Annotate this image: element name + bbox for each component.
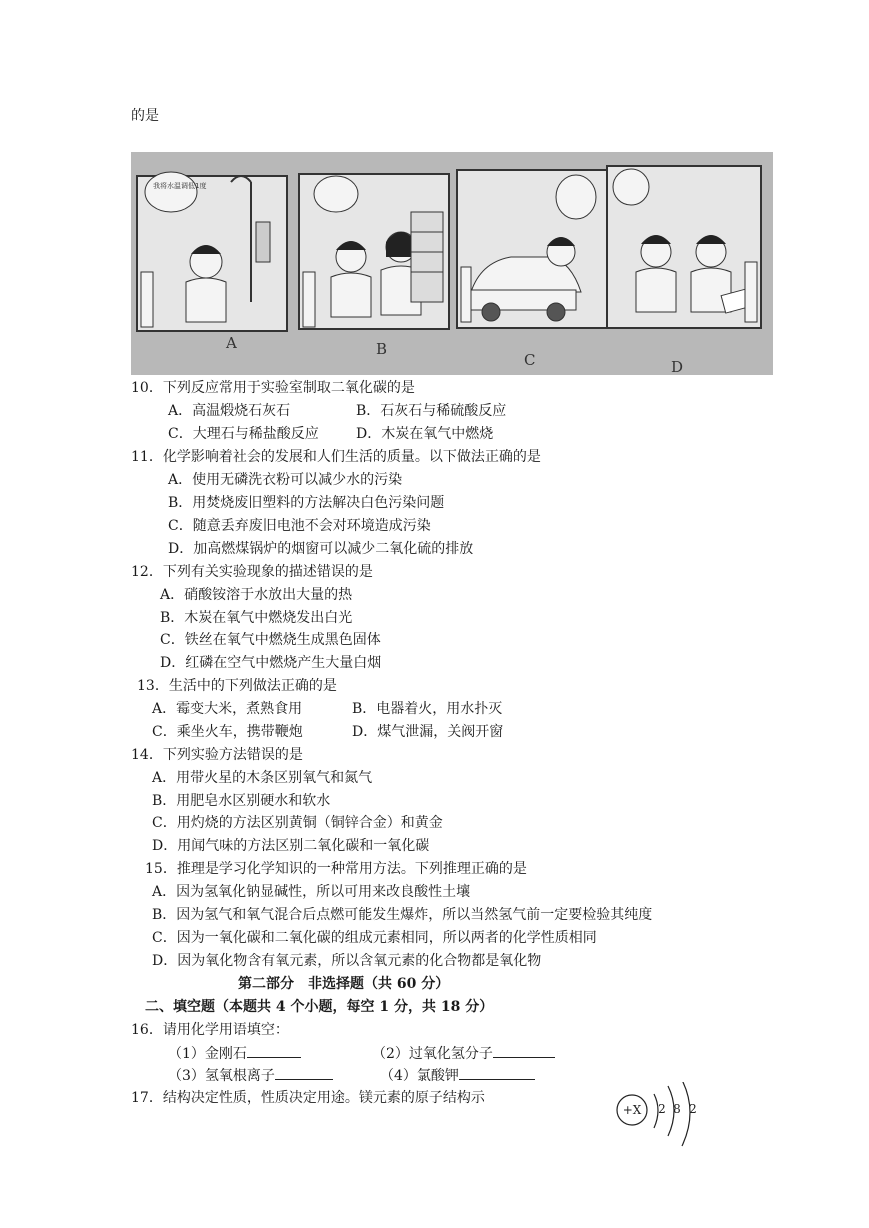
panel-a-letter: A <box>226 334 237 352</box>
q13-stem: 13．生活中的下列做法正确的是 <box>137 678 337 694</box>
q15-option-d: D．因为氧化物含有氧元素，所以含氧元素的化合物都是氧化物 <box>152 953 542 969</box>
panel-b-letter: B <box>376 340 388 358</box>
q14-option-b: B．用肥皂水区别硬水和软水 <box>152 793 331 809</box>
cartoon-figure <box>131 152 773 375</box>
q15-option-a: A．因为氢氧化钠显碱性，所以可用来改良酸性土壤 <box>152 884 471 900</box>
q16-item-2-label: （2）过氧化氢分子 <box>372 1046 493 1062</box>
q16-item-1-blank <box>247 1043 301 1058</box>
panel-c-letter: C <box>524 351 536 369</box>
q12-option-c: C．铁丝在氧气中燃烧生成黑色固体 <box>160 632 381 648</box>
nucleus-label: +X <box>622 1103 642 1117</box>
q11-option-d: D．加高燃煤锅炉的烟窗可以减少二氧化硫的排放 <box>168 541 474 557</box>
part2-title: 第二部分 非选择题（共 60 分） <box>238 976 450 992</box>
shell-1-count: 2 <box>658 1102 666 1116</box>
q13-option-c: C．乘坐火车，携带鞭炮 <box>152 724 303 740</box>
q12-option-a: A．硝酸铵溶于水放出大量的热 <box>160 587 353 603</box>
q16-item-3 <box>168 1065 333 1086</box>
intro-text: 的是 <box>131 108 159 124</box>
q11-stem: 11．化学影响着社会的发展和人们生活的质量。以下做法正确的是 <box>131 449 541 465</box>
q16-item-4-label: （4）氯酸钾 <box>380 1068 459 1084</box>
panel-a-speech: 我将水温调低1度 <box>153 182 207 190</box>
q12-stem: 12．下列有关实验现象的描述错误的是 <box>131 564 373 580</box>
q10-option-a: A．高温煅烧石灰石 <box>168 403 291 419</box>
shell-2-count: 8 <box>673 1102 681 1116</box>
q13-option-b: B．电器着火，用水扑灭 <box>352 701 503 717</box>
q14-option-d: D．用闻气味的方法区别二氧化碳和一氧化碳 <box>152 838 430 854</box>
q16-item-2 <box>372 1043 555 1064</box>
shell-3-count: 2 <box>689 1102 697 1116</box>
atom-structure-diagram <box>610 1082 700 1162</box>
q14-stem: 14．下列实验方法错误的是 <box>131 747 303 763</box>
q16-item-2-blank <box>493 1043 555 1058</box>
q10-option-b: B．石灰石与稀硫酸反应 <box>356 403 507 419</box>
q11-option-a: A．使用无磷洗衣粉可以减少水的污染 <box>168 472 403 488</box>
q10-stem: 10．下列反应常用于实验室制取二氧化碳的是 <box>131 380 415 396</box>
q15-stem: 15．推理是学习化学知识的一种常用方法。下列推理正确的是 <box>145 861 527 877</box>
q11-option-b: B．用焚烧废旧塑料的方法解决白色污染问题 <box>168 495 445 511</box>
q10-option-d: D．木炭在氧气中燃烧 <box>356 426 494 442</box>
q13-option-a: A．霉变大米，煮熟食用 <box>152 701 303 717</box>
q16-item-4-blank <box>459 1065 535 1080</box>
q16-item-1-label: （1）金刚石 <box>168 1046 247 1062</box>
q14-option-c: C．用灼烧的方法区别黄铜（铜锌合金）和黄金 <box>152 815 443 831</box>
q15-option-c: C．因为一氧化碳和二氧化碳的组成元素相同，所以两者的化学性质相同 <box>152 930 597 946</box>
q11-option-c: C．随意丢弃废旧电池不会对环境造成污染 <box>168 518 431 534</box>
part2-section-heading: 二、填空题（本题共 4 个小题，每空 1 分，共 18 分） <box>145 999 494 1015</box>
q12-option-b: B．木炭在氧气中燃烧发出白光 <box>160 610 353 626</box>
q13-option-d: D．煤气泄漏，关阀开窗 <box>352 724 504 740</box>
q16-item-3-blank <box>275 1065 333 1080</box>
cartoon-svg <box>131 152 773 375</box>
q16-item-4 <box>380 1065 535 1086</box>
panel-d-letter: D <box>671 358 684 375</box>
q14-option-a: A．用带火星的木条区别氧气和氮气 <box>152 770 373 786</box>
q15-option-b: B．因为氢气和氧气混合后点燃可能发生爆炸，所以当然氢气前一定要检验其纯度 <box>152 907 653 923</box>
q16-stem: 16．请用化学用语填空： <box>131 1022 289 1038</box>
q10-option-c: C．大理石与稀盐酸反应 <box>168 426 319 442</box>
q16-item-3-label: （3）氢氧根离子 <box>168 1068 275 1084</box>
q17-stem: 17．结构决定性质，性质决定用途。镁元素的原子结构示 <box>131 1090 485 1106</box>
q16-item-1 <box>168 1043 301 1064</box>
atom-svg <box>610 1082 700 1162</box>
q12-option-d: D．红磷在空气中燃烧产生大量白烟 <box>160 655 382 671</box>
